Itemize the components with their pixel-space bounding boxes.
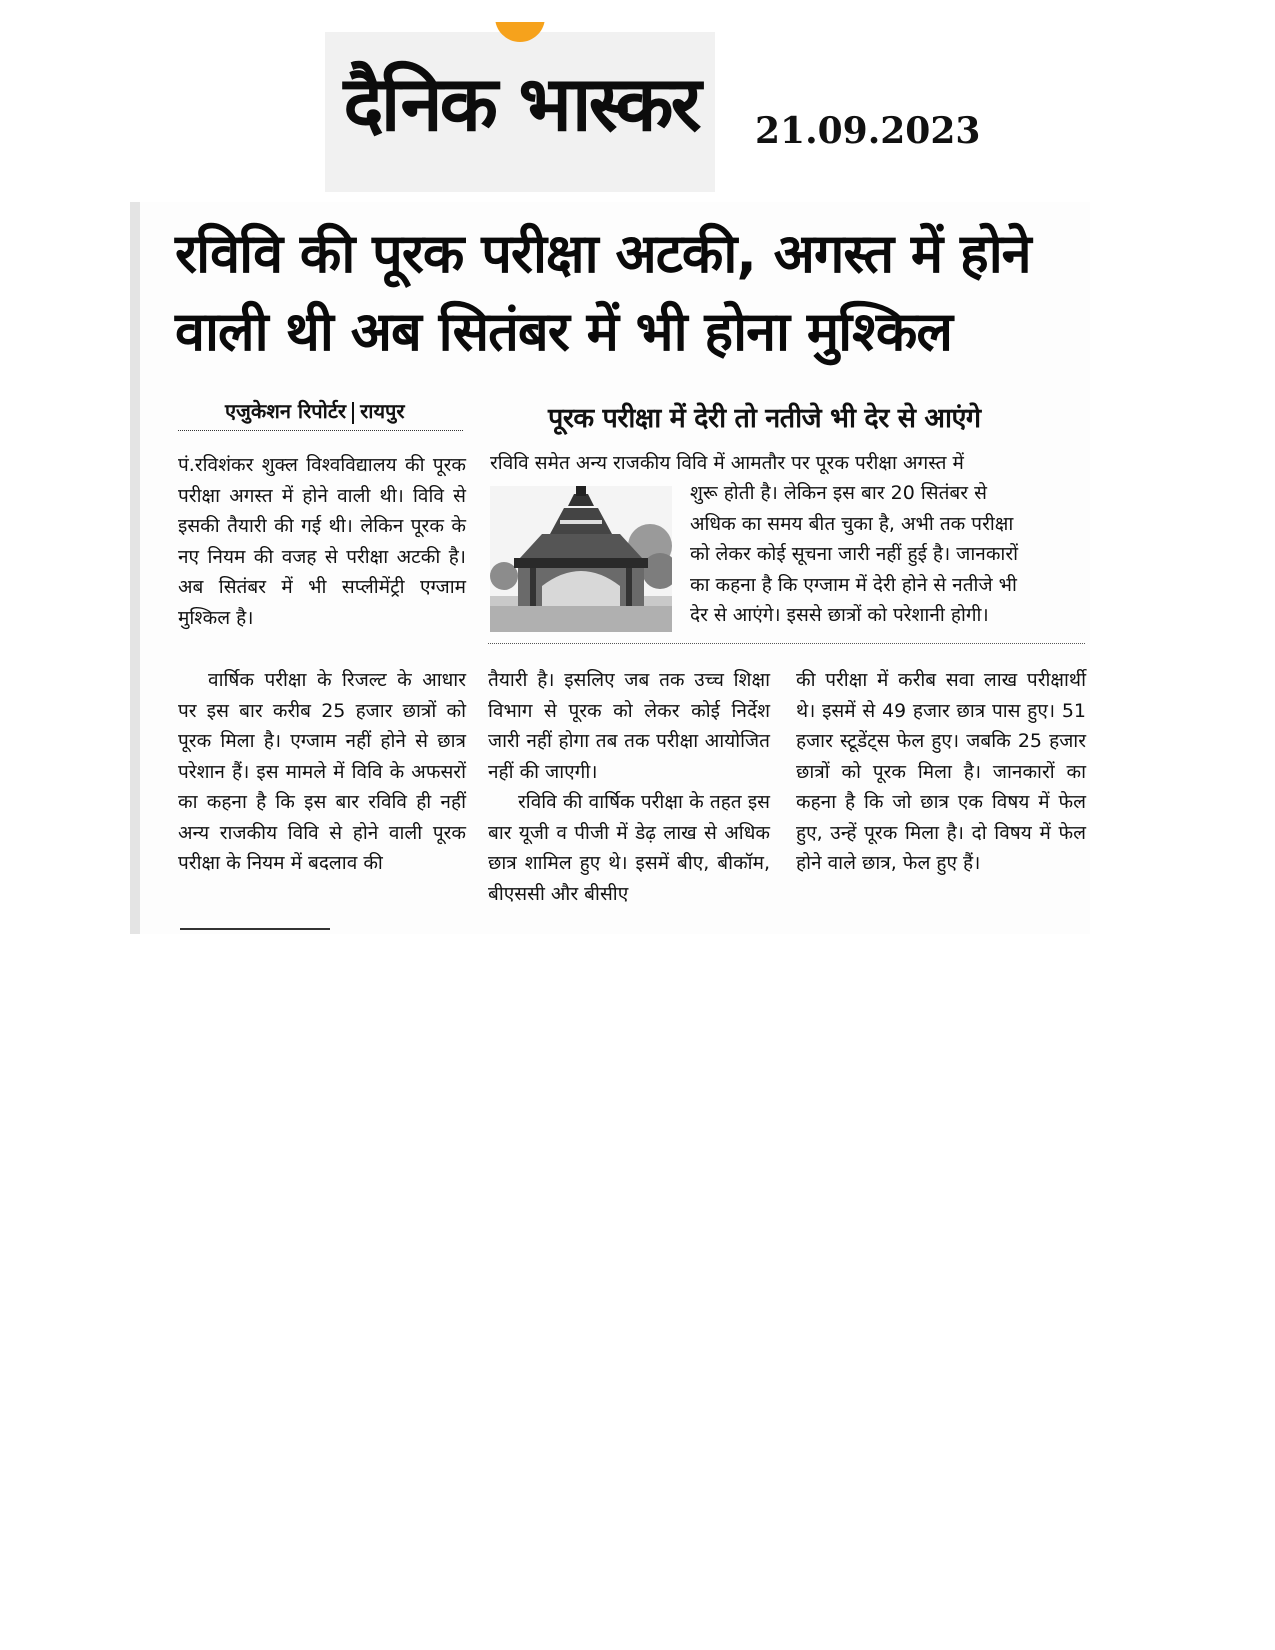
byline-separator (352, 402, 354, 424)
byline-city: रायपुर (360, 399, 405, 423)
box-subheadline: पूरक परीक्षा में देरी तो नतीजे भी देर से आएंगे (548, 403, 981, 434)
article-end-rule (180, 928, 330, 930)
box-text-line-3: अधिक का समय बीत चुका है, अभी तक परीक्षा (690, 512, 1014, 535)
university-gate-photo (490, 486, 672, 632)
article-intro (178, 450, 466, 633)
box-text-line-6: देर से आएंगे। इससे छात्रों को परेशानी होगी। (690, 604, 989, 626)
clipping-edge-shadow (130, 202, 140, 934)
box-text-line-4: को लेकर कोई सूचना जारी नहीं हुई है। जानकारों (690, 543, 1019, 565)
column-3-paragraph: की परीक्षा में करीब सवा लाख परीक्षार्थी थे। इसमें से 49 हजार छात्र पास हुए। 51 हजार स्टूडेंट्स फेल हुए। जबकि 25 हजार छात्रों को पूरक मिला है। जानकारों का कहना है कि जो छात्र एक विषय में फेल हुए, उन्हें पूरक मिला है। दो विषय में फेल होने वाले छात्र, फेल हुए हैं। (796, 669, 1086, 874)
headline-line-2: वाली थी अब सितंबर में भी होना मुश्किल (175, 300, 953, 363)
byline (225, 397, 405, 424)
box-text (690, 478, 1018, 631)
article-column-2 (488, 665, 770, 909)
headline-line-1: रविवि की पूरक परीक्षा अटकी, अगस्त में होने (175, 222, 1031, 285)
box-text-line-2: शुरू होती है। लेकिन इस बार 20 सितंबर से (690, 482, 987, 504)
sun-logo-icon (485, 22, 555, 57)
intro-paragraph: पं.रविशंकर शुक्ल विश्वविद्यालय की पूरक परीक्षा अगस्त में होने वाली थी। विवि से इसकी तैयारी की गई थी। लेकिन पूरक के नए नियम की वजह से परीक्षा अटकी है। अब सितंबर में भी सप्लीमेंट्री एग्जाम मुश्किल है। (178, 454, 466, 629)
column-2-paragraph-2: रविवि की वार्षिक परीक्षा के तहत इस बार यूजी व पीजी में डेढ़ लाख से अधिक छात्र शामिल हुए थे। इसमें बीए, बीकॉम, बीएससी और बीसीए (488, 791, 770, 905)
newspaper-masthead: दैनिक भास्कर (343, 59, 699, 148)
article-headline (175, 215, 1080, 371)
article-column-1 (178, 665, 466, 879)
column-2-paragraph-1: तैयारी है। इसलिए जब तक उच्च शिक्षा विभाग से पूरक को लेकर कोई निर्देश जारी नहीं होगा तब तक परीक्षा आयोजित नहीं की जाएगी। (488, 669, 770, 783)
article-column-3 (796, 665, 1086, 879)
box-divider (488, 643, 1085, 644)
byline-divider (178, 430, 463, 431)
column-1-paragraph: वार्षिक परीक्षा के रिजल्ट के आधार पर इस बार करीब 25 हजार छात्रों को पूरक मिला है। एग्जाम नहीं होने से छात्र परेशान हैं। इस मामले में विवि के अफसरों का कहना है कि इस बार रविवि ही नहीं अन्य राजकीय विवि से होने वाली पूरक परीक्षा के नियम में बदलाव की (178, 669, 466, 874)
box-text-line-1: रविवि समेत अन्य राजकीय विवि में आमतौर पर पूरक परीक्षा अगस्त में (490, 452, 964, 474)
publication-date: 21.09.2023 (755, 110, 981, 152)
byline-reporter: एजुकेशन रिपोर्टर (225, 399, 347, 423)
box-text-line-5: का कहना है कि एग्जाम में देरी होने से नतीजे भी (690, 573, 1017, 596)
